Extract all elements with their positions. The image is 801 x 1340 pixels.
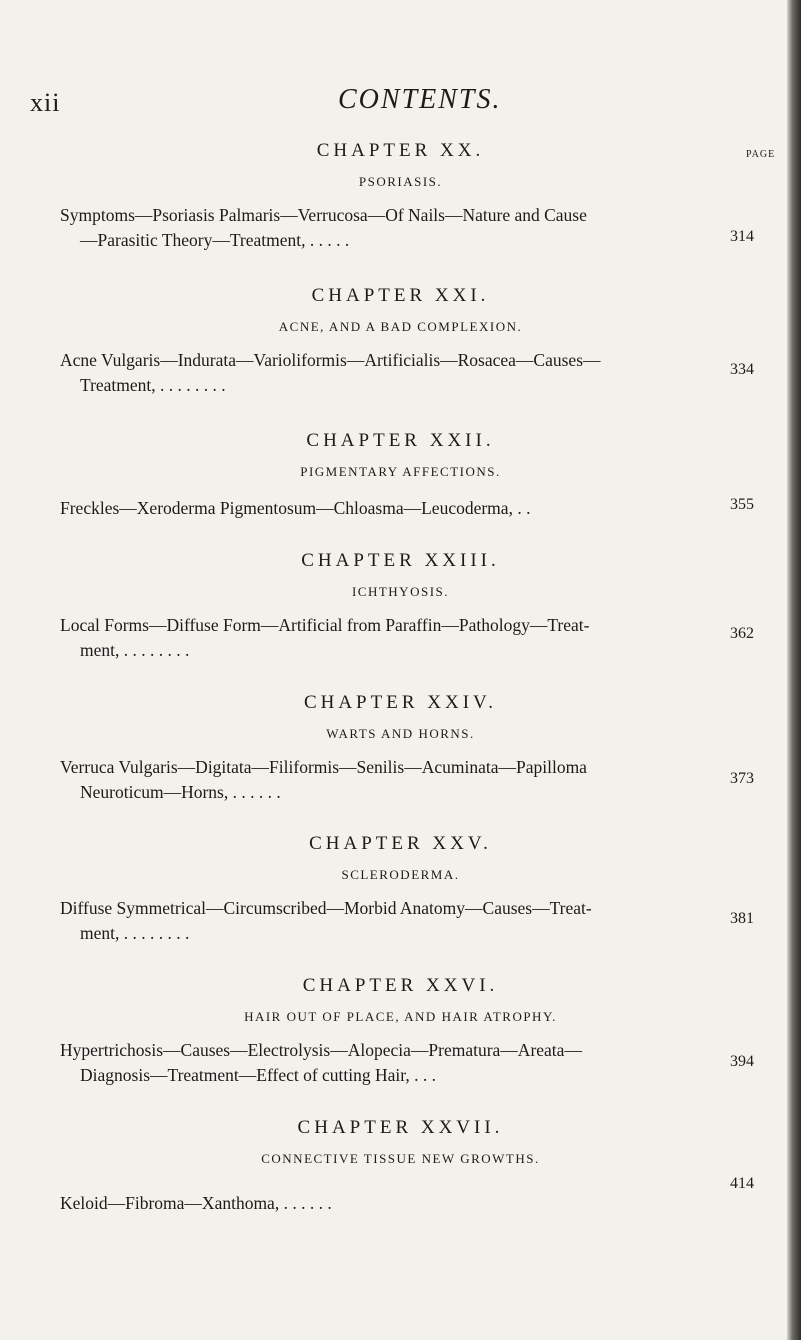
description-line: Diagnosis—Treatment—Effect of cutting Hair, . . . <box>80 1065 437 1085</box>
running-title: CONTENTS. <box>338 84 502 115</box>
page-number: 414 <box>730 1175 754 1192</box>
description-line: ment, . . . . . . . . <box>80 640 190 660</box>
page-number: 373 <box>730 770 754 787</box>
chapter-description <box>60 348 720 398</box>
chapter-description <box>60 613 720 663</box>
page-number: 381 <box>730 910 754 927</box>
chapter-subject: CONNECTIVE TISSUE NEW GROWTHS. <box>261 1151 540 1166</box>
description-line: —Parasitic Theory—Treatment, . . . . . <box>80 230 350 250</box>
page-edge <box>787 0 801 1340</box>
chapter-subject: HAIR OUT OF PLACE, AND HAIR ATROPHY. <box>244 1009 557 1024</box>
chapter-description <box>60 896 720 946</box>
chapter-title: CHAPTER XXII. <box>306 430 495 451</box>
description-line: ment, . . . . . . . . <box>80 923 190 943</box>
chapter-subject: SCLERODERMA. <box>341 867 460 882</box>
page-number: 314 <box>730 228 754 245</box>
chapter-description <box>60 1038 720 1088</box>
page-number: 362 <box>730 625 754 642</box>
description-line: Hypertrichosis—Causes—Electrolysis—Alopecia—Prematura—Areata— <box>60 1040 582 1060</box>
page-number: 394 <box>730 1053 754 1070</box>
chapter-title: CHAPTER XXIII. <box>301 550 500 571</box>
description-line: Neuroticum—Horns, . . . . . . <box>80 782 281 802</box>
description-line: Symptoms—Psoriasis Palmaris—Verrucosa—Of Nails—Nature and Cause <box>60 205 587 225</box>
chapter-title: CHAPTER XXV. <box>309 833 492 854</box>
chapter-title: CHAPTER XX. <box>316 140 485 161</box>
chapter-description <box>60 203 720 253</box>
chapter-subject: PIGMENTARY AFFECTIONS. <box>300 464 501 479</box>
chapter-subject: PSORIASIS. <box>358 174 443 189</box>
description-line: Freckles—Xeroderma Pigmentosum—Chloasma—Leucoderma, . . <box>60 498 531 518</box>
chapter-description <box>60 755 720 805</box>
chapter-title: CHAPTER XXVI. <box>302 975 499 996</box>
chapter-title: CHAPTER XXI. <box>311 285 490 306</box>
page-number: 334 <box>730 361 754 378</box>
description-line: Treatment, . . . . . . . . <box>80 375 226 395</box>
page-number: 355 <box>730 496 754 513</box>
page-column-label: PAGE <box>746 149 776 160</box>
chapter-description <box>60 496 720 521</box>
description-line: Diffuse Symmetrical—Circumscribed—Morbid Anatomy—Causes—Treat- <box>60 898 592 918</box>
chapter-subject: ACNE, AND A BAD COMPLEXION. <box>278 319 523 334</box>
description-line: Acne Vulgaris—Indurata—Varioliformis—Artificialis—Rosacea—Causes— <box>60 350 601 370</box>
description-line: Local Forms—Diffuse Form—Artificial from Paraffin—Pathology—Treat- <box>60 615 590 635</box>
description-line: Verruca Vulgaris—Digitata—Filiformis—Senilis—Acuminata—Papilloma <box>60 757 587 777</box>
chapter-title: CHAPTER XXIV. <box>303 692 498 713</box>
chapter-subject: ICHTHYOSIS. <box>351 584 450 599</box>
page-folio: xii <box>30 88 61 117</box>
chapter-title: CHAPTER XXVII. <box>297 1117 504 1138</box>
chapter-description <box>60 1191 720 1216</box>
chapter-subject: WARTS AND HORNS. <box>326 726 475 741</box>
description-line: Keloid—Fibroma—Xanthoma, . . . . . . <box>60 1193 332 1213</box>
running-head <box>0 84 801 124</box>
